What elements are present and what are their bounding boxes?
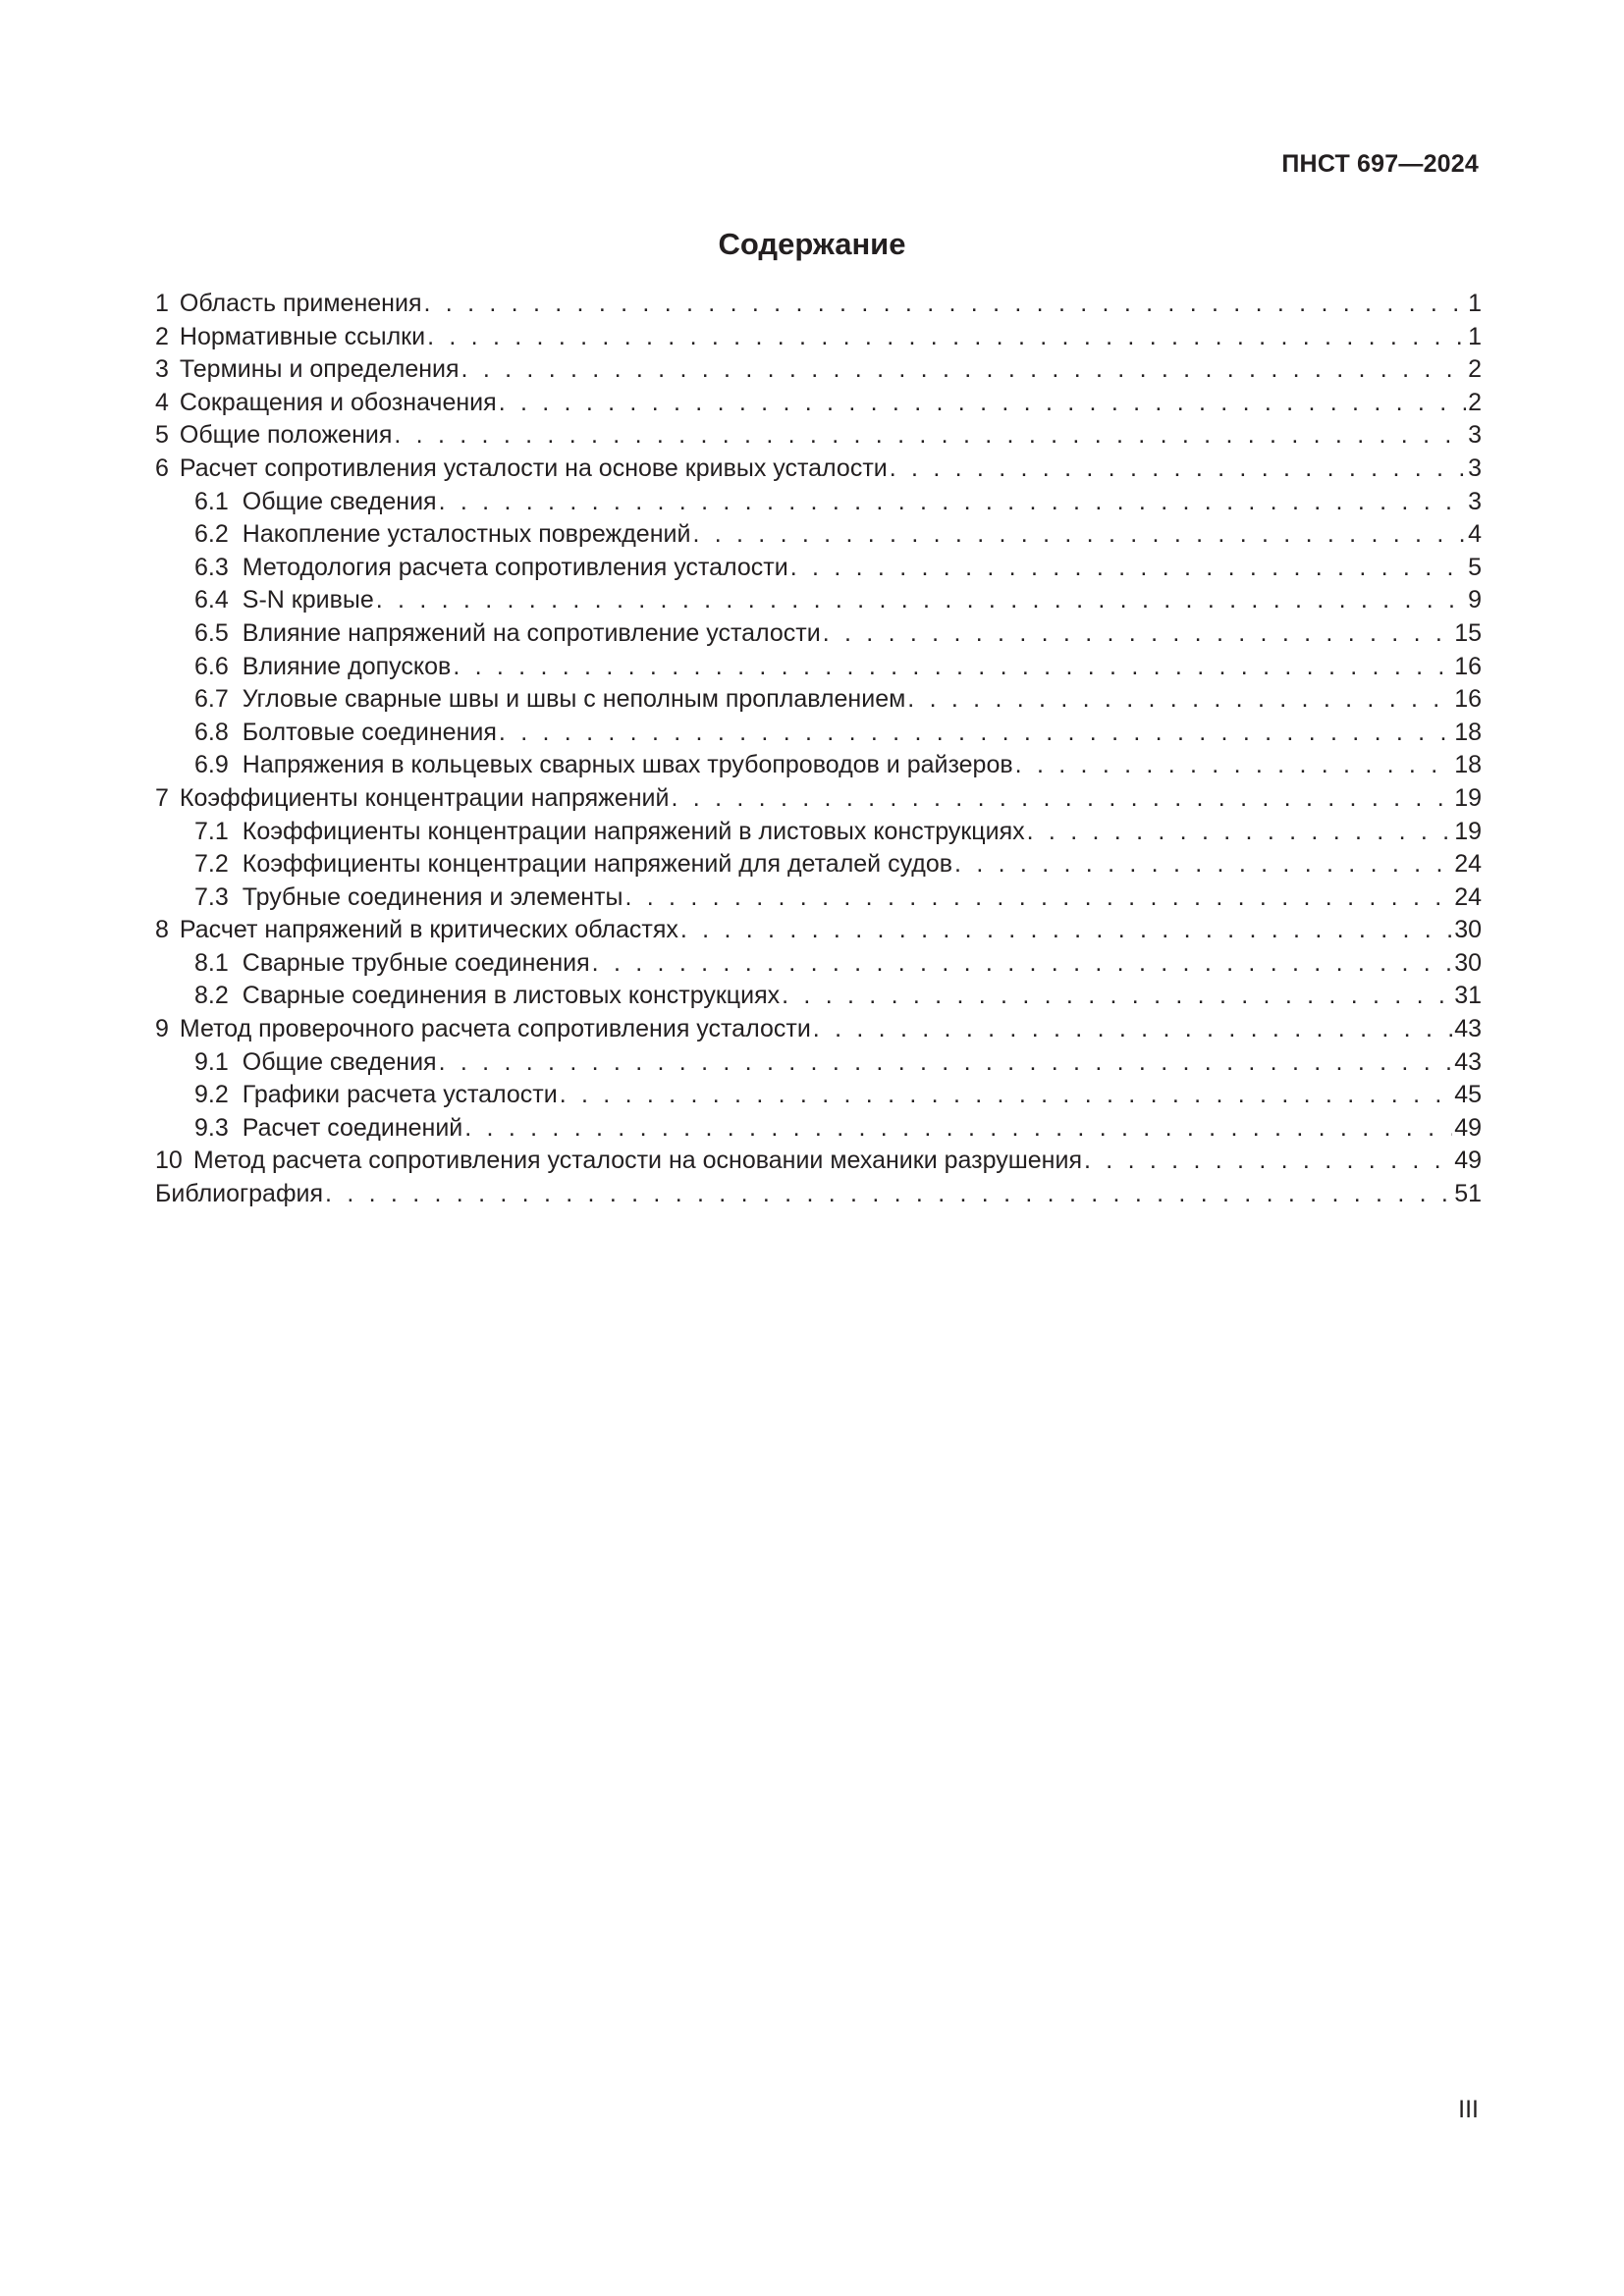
toc-entry-page: 51 — [1454, 1180, 1482, 1208]
dot-leader — [499, 387, 1466, 420]
toc-entry-title: Область применения — [179, 290, 422, 317]
toc-entry-number: 6.1 — [194, 487, 229, 515]
toc-entry-number: 8.1 — [194, 948, 229, 977]
toc-entry-page: 19 — [1454, 817, 1482, 845]
dot-leader — [680, 914, 1452, 947]
toc-entry[interactable] — [155, 552, 1482, 585]
toc-entry-title: Влияние напряжений на сопротивление усталости — [242, 618, 821, 647]
toc-entry[interactable] — [155, 914, 1482, 947]
toc-entry[interactable] — [155, 387, 1482, 420]
toc-entry-title: Метод проверочного расчета сопротивления усталости — [179, 1015, 811, 1043]
toc-entry[interactable] — [155, 1046, 1482, 1080]
toc-entry-page: 45 — [1454, 1081, 1482, 1109]
toc-entry-title: Нормативные ссылки — [179, 322, 426, 350]
toc-entry-page: 16 — [1454, 652, 1482, 680]
toc-entry-page: 5 — [1468, 553, 1482, 581]
dot-leader — [461, 353, 1467, 387]
toc-entry[interactable] — [155, 881, 1482, 915]
dot-leader — [464, 1112, 1452, 1146]
toc-entry-title: Расчет напряжений в критических областях — [179, 916, 678, 944]
toc-entry-number: 7.3 — [194, 882, 229, 911]
toc-entry[interactable] — [155, 1013, 1482, 1046]
toc-entry-number: 6.8 — [194, 718, 229, 746]
toc-entry[interactable] — [155, 518, 1482, 552]
toc-entry-page: 49 — [1454, 1147, 1482, 1175]
dot-leader — [453, 651, 1452, 684]
toc-entry[interactable] — [155, 848, 1482, 881]
toc-entry-title: Термины и определения — [179, 355, 460, 384]
toc-entry-number: 6.2 — [194, 520, 229, 549]
toc-entry-title: Трубные соединения и элементы — [242, 882, 623, 911]
dot-leader — [1027, 816, 1453, 849]
toc-entry-page: 31 — [1454, 982, 1482, 1010]
toc-entry-page: 24 — [1454, 850, 1482, 879]
dot-leader — [1084, 1145, 1452, 1178]
toc-entry-page: 1 — [1468, 322, 1482, 350]
dot-leader — [624, 881, 1452, 915]
toc-entry-number: 3 — [155, 355, 169, 384]
toc-entry[interactable] — [155, 584, 1482, 617]
toc-entry-title: Сварные соединения в листовых конструкциях — [242, 982, 781, 1010]
toc-entry-title: Методология расчета сопротивления усталости — [242, 553, 788, 581]
page-number: III — [1458, 2096, 1479, 2123]
toc-entry-page: 19 — [1454, 783, 1482, 812]
dot-leader — [890, 453, 1466, 486]
toc-entry-number: 6.7 — [194, 685, 229, 714]
toc-entry-title: Накопление усталостных повреждений — [242, 520, 691, 549]
toc-entry[interactable] — [155, 486, 1482, 519]
toc-entry-number: 9.1 — [194, 1047, 229, 1076]
toc-entry[interactable] — [155, 288, 1482, 321]
toc-entry[interactable] — [155, 782, 1482, 816]
toc-entry[interactable] — [155, 353, 1482, 387]
toc-entry-number: 6 — [155, 454, 169, 482]
toc-entry-number: 7 — [155, 783, 169, 812]
toc-entry[interactable] — [155, 419, 1482, 453]
toc-entry[interactable] — [155, 947, 1482, 981]
toc-entry-page: 15 — [1454, 618, 1482, 647]
toc-entry-page: 2 — [1468, 388, 1482, 416]
dot-leader — [499, 717, 1452, 750]
toc-entry[interactable] — [155, 1178, 1482, 1211]
dot-leader — [672, 782, 1453, 816]
dot-leader — [692, 518, 1466, 552]
dot-leader — [823, 617, 1452, 651]
document-code: ПНСТ 697—2024 — [1281, 150, 1479, 178]
toc-entry-number: 8.2 — [194, 982, 229, 1010]
toc-entry[interactable] — [155, 816, 1482, 849]
toc-entry-number: 6.5 — [194, 618, 229, 647]
toc-entry-page: 3 — [1468, 421, 1482, 450]
dot-leader — [813, 1013, 1452, 1046]
toc-entry-page: 1 — [1468, 290, 1482, 317]
toc-entry-number: 1 — [155, 290, 169, 317]
toc-entry-title: Напряжения в кольцевых сварных швах трубопроводов и райзеров — [242, 751, 1013, 779]
toc-entry-number: 6.9 — [194, 751, 229, 779]
toc-entry-number: 9 — [155, 1015, 169, 1043]
toc-entry-title: Коэффициенты концентрации напряжений в листовых конструкциях — [242, 817, 1025, 845]
toc-entry-title: Общие положения — [179, 421, 393, 450]
toc-entry[interactable] — [155, 980, 1482, 1013]
toc-entry-page: 24 — [1454, 882, 1482, 911]
toc-entry-page: 4 — [1468, 520, 1482, 549]
toc-entry-number: 10 — [155, 1147, 183, 1175]
dot-leader — [560, 1079, 1452, 1112]
dot-leader — [376, 584, 1466, 617]
toc-entry-title: Общие сведения — [242, 1047, 437, 1076]
toc-entry-title: Общие сведения — [242, 487, 437, 515]
toc-entry-page: 9 — [1468, 586, 1482, 614]
table-of-contents — [155, 288, 1482, 1211]
toc-entry[interactable] — [155, 617, 1482, 651]
toc-entry-title: Библиография — [155, 1180, 324, 1208]
toc-entry[interactable] — [155, 1079, 1482, 1112]
dot-leader — [427, 321, 1466, 354]
toc-entry[interactable] — [155, 651, 1482, 684]
dot-leader — [782, 980, 1452, 1013]
toc-entry-title: Влияние допусков — [242, 652, 452, 680]
toc-entry-page: 3 — [1468, 487, 1482, 515]
toc-entry-page: 18 — [1454, 751, 1482, 779]
toc-entry[interactable] — [155, 749, 1482, 782]
toc-entry-title: Коэффициенты концентрации напряжений для деталей судов — [242, 850, 953, 879]
toc-entry-title: Расчет сопротивления усталости на основе кривых усталости — [179, 454, 888, 482]
toc-entry-number: 2 — [155, 322, 169, 350]
toc-entry-title: Сварные трубные соединения — [242, 948, 590, 977]
toc-entry-number: 6.3 — [194, 553, 229, 581]
toc-entry-title: Расчет соединений — [242, 1113, 463, 1142]
toc-entry-title: Угловые сварные швы и швы с неполным проплавлением — [242, 685, 906, 714]
dot-leader — [439, 1046, 1453, 1080]
toc-entry-number: 7.1 — [194, 817, 229, 845]
toc-entry-number: 5 — [155, 421, 169, 450]
toc-entry[interactable] — [155, 453, 1482, 486]
toc-entry-number: 9.2 — [194, 1081, 229, 1109]
toc-entry-page: 16 — [1454, 685, 1482, 714]
dot-leader — [394, 419, 1466, 453]
toc-entry-number: 6.4 — [194, 586, 229, 614]
toc-entry-page: 18 — [1454, 718, 1482, 746]
toc-entry-title: Сокращения и обозначения — [179, 388, 497, 416]
dot-leader — [954, 848, 1452, 881]
dot-leader — [790, 552, 1466, 585]
dot-leader — [439, 486, 1467, 519]
toc-entry-number: 9.3 — [194, 1113, 229, 1142]
dot-leader — [592, 947, 1453, 981]
toc-entry[interactable] — [155, 1145, 1482, 1178]
toc-entry-page: 43 — [1454, 1047, 1482, 1076]
dot-leader — [907, 683, 1452, 717]
toc-entry[interactable] — [155, 1112, 1482, 1146]
dot-leader — [325, 1178, 1452, 1211]
toc-entry-page: 49 — [1454, 1113, 1482, 1142]
toc-entry[interactable] — [155, 683, 1482, 717]
toc-entry-page: 43 — [1454, 1015, 1482, 1043]
toc-title: Содержание — [718, 227, 906, 261]
toc-entry-title: Болтовые соединения — [242, 718, 497, 746]
toc-entry-number: 8 — [155, 916, 169, 944]
toc-entry-title: Графики расчета усталости — [242, 1081, 558, 1109]
toc-entry-title: Коэффициенты концентрации напряжений — [179, 783, 670, 812]
dot-leader — [1015, 749, 1453, 782]
toc-entry-title: S-N кривые — [242, 586, 374, 614]
toc-entry-page: 3 — [1468, 454, 1482, 482]
toc-entry-number: 6.6 — [194, 652, 229, 680]
dot-leader — [423, 288, 1466, 321]
toc-entry-number: 7.2 — [194, 850, 229, 879]
toc-entry-page: 2 — [1468, 355, 1482, 384]
toc-entry[interactable] — [155, 717, 1482, 750]
toc-entry-title: Метод расчета сопротивления усталости на основании механики разрушения — [192, 1147, 1082, 1175]
toc-entry-page: 30 — [1454, 948, 1482, 977]
toc-entry-page: 30 — [1454, 916, 1482, 944]
toc-entry-number: 4 — [155, 388, 169, 416]
toc-entry[interactable] — [155, 321, 1482, 354]
